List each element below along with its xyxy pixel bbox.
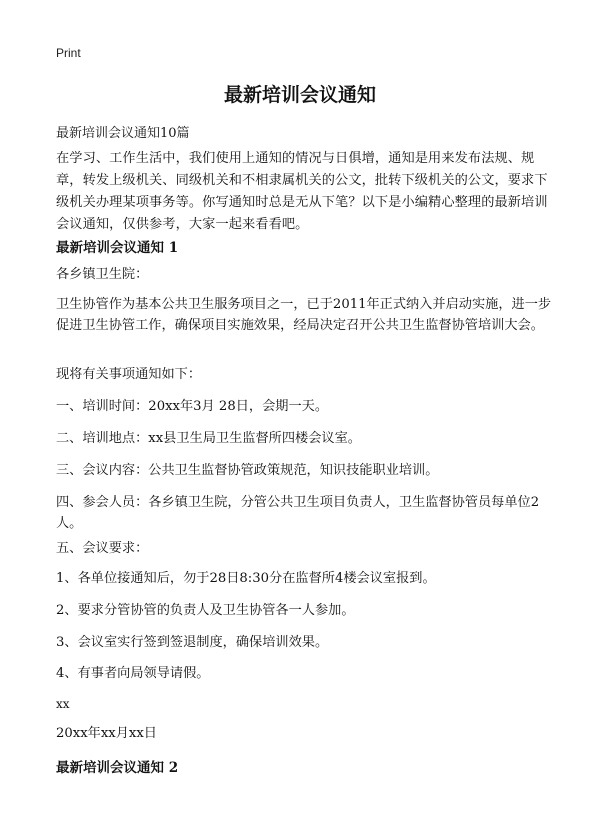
document-title: 最新培训会议通知 — [223, 84, 376, 106]
list-item: 4、有事者向局领导请假。 — [56, 666, 210, 681]
list-item: 三、会议内容：公共卫生监督协管政策规范，知识技能职业培训。 — [56, 463, 439, 478]
document-subtitle: 最新培训会议通知10篇 — [56, 126, 190, 141]
document-date: 20xx年xx月xx日 — [56, 726, 157, 741]
section-heading-1: 最新培训会议通知 1 — [56, 240, 179, 256]
list-item: 二、培训地点：xx县卫生局卫生监督所四楼会议室。 — [56, 431, 361, 446]
salutation: 各乡镇卫生院： — [56, 267, 149, 282]
list-item: 五、会议要求： — [56, 541, 149, 556]
section1-body: 卫生协管作为基本公共卫生服务项目之一，已于2011年正式纳入并启动实施，进一步促进卫生协管工作，确保项目实施效果，经局决定召开公共卫生监督协管培训大会。 — [56, 297, 552, 333]
section-heading-2: 最新培训会议通知 2 — [56, 760, 179, 776]
list-item: 3、会议室实行签到签退制度，确保培训效果。 — [56, 635, 329, 650]
intro-paragraph: 在学习、工作生活中，我们使用上通知的情况与日俱增，通知是用来发布法规、规章，转发上级机关、同级机关和不相隶属机关的公文，批转下级机关的公文，要求下级机关办理某项事务等。你写通知时总是无从下笔？以下是小编精心整理的最新培训会议通知，仅供参考，大家一起来看看吧。 — [56, 151, 548, 232]
list-item: 四、参会人员：各乡镇卫生院，分管公共卫生项目负责人，卫生监督协管员每单位2人。 — [56, 495, 540, 531]
notice-lead: 现将有关事项通知如下： — [56, 367, 202, 382]
print-link[interactable]: Print — [56, 46, 81, 60]
list-item: 一、培训时间：20xx年3月 28日，会期一天。 — [56, 399, 329, 414]
list-item: 2、要求分管协管的负责人及卫生协管各一人参加。 — [56, 603, 355, 618]
signature: xx — [56, 697, 70, 711]
list-item: 1、各单位接通知后，勿于28日8:30分在监督所4楼会议室报到。 — [56, 571, 436, 586]
